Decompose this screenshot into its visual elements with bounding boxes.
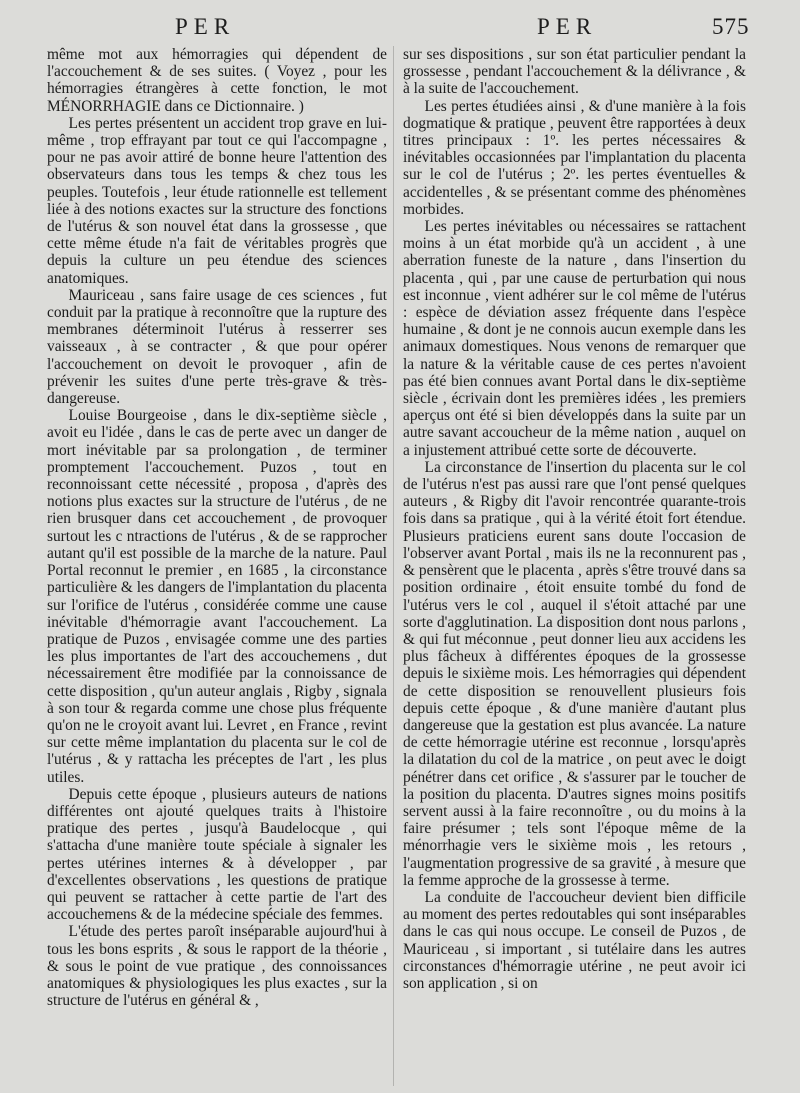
page-number: 575 <box>712 14 750 39</box>
running-title-left: PER <box>175 14 236 39</box>
paragraph: Les pertes étudiées ainsi , & d'une manière à la fois dogmatique & pratique , peuvent être rapportées à deux titres principaux : 1º. les pertes nécessaires & inévitables occasionnées par l'implantation du placenta sur le col de l'utérus ; 2º. les pertes éventuelles & accidentelles , & se présentant comme des phénomènes morbides. <box>403 97 746 218</box>
paragraph: L'étude des pertes paroît inséparable aujourd'hui à tous les bons esprits , & sous le rapport de la théorie , & sous le point de vue pratique , des connoissances anatomiques & physiologiques les plus exactes , sur la structure de l'utérus en général & , <box>47 923 387 1010</box>
paragraph: même mot aux hémorragies qui dépendent de l'accouchement & de ses suites. ( Voyez , pour les hémorragies étrangères à cette fonction, le mot MÉNORRHAGIE dans ce Dictionnaire. ) <box>47 46 387 115</box>
paragraph: Louise Bourgeoise , dans le dix-septième siècle , avoit eu l'idée , dans le cas de perte avec un danger de mort inévitable par sa prolongation , de terminer promptement l'accouchement. Puzos , tout en reconnoissant cette nécessité , proposa , d'après des notions plus exactes sur la structure de l'utérus , de ne rien brusquer dans cet accouchement , de provoquer surtout les c ntractions de l'utérus , & de se rapprocher autant qu'il est possible de la marche de la nature. Paul Portal reconnut le premier , en 1685 , la circonstance particulière & les dangers de l'implantation du placenta sur l'orifice de l'utérus , considérée comme une cause inévitable d'hémorragie avant l'accouchement. La pratique de Puzos , envisagée comme une des parties les plus importantes de l'art des accouchemens , dut nécessairement être modifiée par la connoissance de cette disposition , qu'un auteur anglais , Rigby , signala à son tour & regarda comme une chose plus fréquente qu'on ne le croyoit avant lui. Levret , en France , revint sur cette même implantation du placenta sur le col de l'utérus , & y rattacha les préceptes de l'art , les plus utiles. <box>47 407 387 786</box>
paragraph: sur ses dispositions , sur son état particulier pendant la grossesse , pendant l'accouchement & la délivrance , & à la suite de l'accouchement. <box>403 46 746 98</box>
paragraph: Depuis cette époque , plusieurs auteurs de nations différentes ont ajouté quelques traits à l'histoire pratique des pertes , jusqu'à Baudelocque , qui s'attacha d'une manière toute spéciale à signaler les pertes utérines internes & à développer , par d'excellentes observations , les questions de pratique qui peuvent se rattacher à cette partie de l'art des accouchemens & de la médecine spéciale des femmes. <box>47 785 387 924</box>
paragraph: La conduite de l'accoucheur devient bien difficile au moment des pertes redoutables qui sont inséparables dans le cas qui nous occupe. Le conseil de Puzos , de Mauriceau , si important , si tutélaire dans les autres circonstances d'hémorragie utérine , ne peut avoir ici son application , si on <box>403 888 746 992</box>
paragraph: La circonstance de l'insertion du placenta sur le col de l'utérus n'est pas aussi rare que l'ont pensé quelques auteurs , & Rigby dit l'avoir rencontrée quarante-trois fois dans sa pratique , qui à la vérité étoit fort étendue. Plusieurs praticiens eurent sans doute l'occasion de l'observer avant Portal , mais ils ne la reconnurent pas , & pensèrent que le placenta , après s'être trouvé dans sa position ordinaire , étoit ensuite tombé du fond de l'utérus vers le col , auquel il s'étoit attaché par une sorte d'agglutination. La disposition dont nous parlons , & qui fut méconnue , peut donner lieu aux accidens les plus fâcheux à différentes époques de la grossesse depuis le sixième mois. Les hémorragies qui dépendent de cette disposition se renouvellent plusieurs fois depuis cette époque , & d'une manière d'autant plus dangereuse que la gestation est plus avancée. La nature de cette hémorragie utérine est reconnue , lorsqu'après la dilatation du col de la matrice , on peut avec le doigt pénétrer dans cet orifice , & s'assurer par le toucher de la position du placenta. D'autres signes moins positifs servent aussi à la faire reconnoître , ou du moins à la faire présumer ; tels sont l'époque même de la ménorrhagie vers le sixième mois , les retours , l'augmentation progressive de sa gravité , à mesure que la femme approche de la grossesse à terme. <box>403 458 746 889</box>
column-divider <box>393 46 394 1086</box>
left-text-column <box>47 46 387 1009</box>
running-title-right: PER <box>537 14 598 39</box>
paragraph: Les pertes présentent un accident trop grave en lui-même , trop effrayant par tout ce qui l'accompagne , pour ne pas avoir attiré de bonne heure l'attention des observateurs dans tous les temps & chez tous les peuples. Toutefois , leur étude rationnelle est tellement liée à des notions exactes sur la structure des fonctions de l'utérus & son nouvel état dans la grossesse , que cette même étude n'a fait de véritables progrès que depuis la culture un peu étendue des sciences anatomiques. <box>47 114 387 287</box>
paragraph: Les pertes inévitables ou nécessaires se rattachent moins à un état morbide qu'à un accident , à une aberration funeste de la nature , dans l'insertion du placenta , qui , par une cause de perturbation qui nous est inconnue , vient adhérer sur le col même de l'utérus : espèce de déviation assez fréquente dans l'espèce humaine , & dont je ne connois aucun exemple dans les animaux domestiques. Nous venons de remarquer que la nature & la véritable cause de ces pertes n'avoient pas été bien connues avant Portal dans le dix-septième siècle , écrivain dont les premières idées , les premiers aperçus ont été si bien développés dans la suite par un autre savant accoucheur de la même nation , auquel on a injustement attribué cette sorte de découverte. <box>403 218 746 459</box>
paragraph: Mauriceau , sans faire usage de ces sciences , fut conduit par la pratique à reconnoître que la rupture des membranes déterminoit l'utérus à resserrer ses vaisseaux , à se contracter , & que pour opérer l'accouchement on devoit le provoquer , afin de prévenir les suites d'une perte très-grave & très-dangereuse. <box>47 286 387 408</box>
right-text-column <box>403 46 746 992</box>
